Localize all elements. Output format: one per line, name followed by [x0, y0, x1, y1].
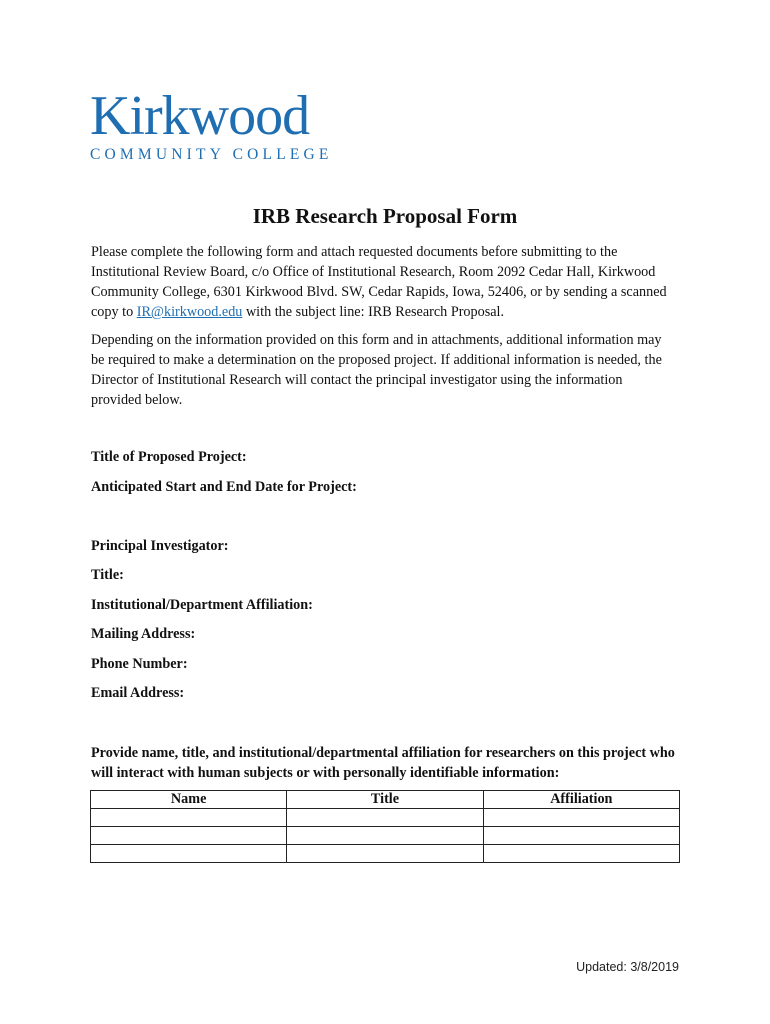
table-cell-name[interactable] [91, 845, 287, 863]
intro-text: Please complete the following form and attach requested documents before submitting to the Institutional Review Board, c/o Office of Institutional Research, Room 2092 Cedar Hall, Kirkwood Community College, 6301 Kirkwood Blvd. SW, Cedar Rapids, Iowa, 52406, or by sending a scanned copy to [91, 244, 667, 320]
note-paragraph: Depending on the information provided on this form and in attachments, additional information may be required to make a determination on the proposed project. If additional information is needed, the Director of Institutional Research will contact the principal investigator using the information provided below. [91, 332, 662, 408]
kirkwood-logo [90, 85, 340, 164]
table-cell-affiliation[interactable] [483, 809, 679, 827]
header-affiliation: Affiliation [483, 791, 679, 809]
field-affiliation: Institutional/Department Affiliation: [91, 597, 313, 613]
header-title: Title [287, 791, 483, 809]
field-email-address: Email Address: [91, 685, 185, 701]
table-cell-name[interactable] [91, 809, 287, 827]
intro-paragraph [91, 242, 671, 322]
table-row [91, 845, 680, 863]
table-row [91, 827, 680, 845]
table-cell-title[interactable] [287, 845, 483, 863]
researchers-table [90, 790, 680, 863]
table-row [91, 809, 680, 827]
table-cell-affiliation[interactable] [483, 845, 679, 863]
field-principal-investigator: Principal Investigator: [91, 538, 229, 554]
updated-date: Updated: 3/8/2019 [576, 960, 679, 974]
field-phone-number: Phone Number: [91, 656, 188, 672]
email-link[interactable]: IR@kirkwood.edu [136, 304, 243, 320]
table-header-row [91, 791, 680, 809]
logo-subtitle: COMMUNITY COLLEGE [90, 146, 333, 163]
field-mailing-address: Mailing Address: [91, 626, 196, 642]
researchers-instruction: Provide name, title, and institutional/departmental affiliation for researchers on this project who will interact with human subjects or with personally identifiable information: [91, 745, 675, 781]
form-title: IRB Research Proposal Form [252, 204, 518, 228]
intro-text-end: with the subject line: IRB Research Proposal. [242, 304, 505, 320]
table-cell-affiliation[interactable] [483, 827, 679, 845]
table-cell-title[interactable] [287, 827, 483, 845]
header-name: Name [91, 791, 287, 809]
field-title: Title: [91, 567, 124, 583]
field-project-title: Title of Proposed Project: [91, 449, 247, 465]
table-cell-name[interactable] [91, 827, 287, 845]
field-dates: Anticipated Start and End Date for Project: [91, 479, 357, 495]
logo-wordmark: Kirkwood [90, 85, 310, 147]
table-cell-title[interactable] [287, 809, 483, 827]
